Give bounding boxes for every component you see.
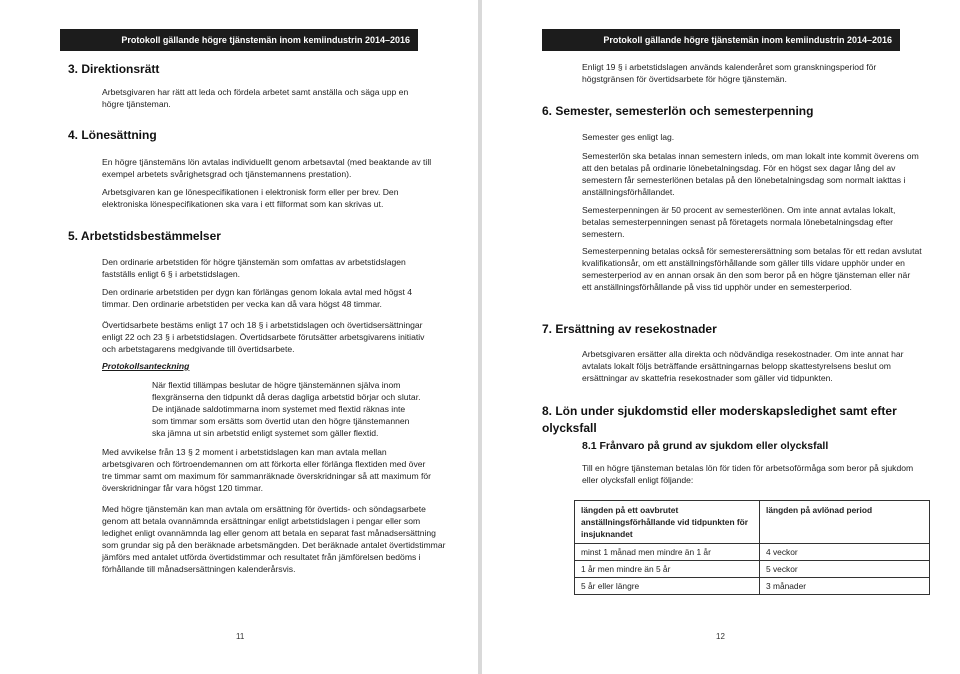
- table-row: [575, 578, 930, 595]
- section-4-paragraph-2: Arbetsgivaren kan ge lönespecifikationen i elektronisk form eller per brev. Den elektroniska lönespecifikationen ska vara i ett filformat som kan skrivas ut.: [102, 187, 399, 210]
- table-row: [575, 544, 930, 561]
- section-6-title: 6. Semester, semesterlön och semesterpenning: [542, 104, 814, 118]
- table-header-row: [575, 501, 930, 544]
- page-header-right: Protokoll gällande högre tjänstemän inom kemiindustrin 2014–2016: [542, 29, 900, 51]
- section-5-paragraph-4: Med avvikelse från 13 § 2 moment i arbetstidslagen kan man avtala mellan arbetsgivaren och förtroendemannen om att förkorta eller förlänga flextiden med över tre timmar samt om maximum för sammanräknade överskridningar så att maximum för överskridningar får vara högst 120 timmar.: [102, 447, 432, 494]
- section-6-paragraph-4: Semesterpenning betalas också för semesterersättning som betalas för ett redan avslutat kvalifikationsår, om ett anställningsförhållande som gäller tills vidare upphör under en semesterperiod av en annan orsak än den som beror på en högre tjänsteman eller när ett anställningsförhållande på viss tid upphör under en semesterperiod.: [582, 246, 922, 293]
- section-5-paragraph-2: Den ordinarie arbetstiden per dygn kan förlängas genom lokala avtal med högst 4 timmar. Den ordinarie arbetstiden per vecka kan då vara högst 48 timmar.: [102, 287, 413, 310]
- page-right: [482, 0, 960, 674]
- table-header-cell: längden på avlönad period: [760, 501, 930, 544]
- table-cell: 1 år men mindre än 5 år: [575, 561, 760, 578]
- page-left: [0, 0, 478, 674]
- section-7-paragraph: Arbetsgivaren ersätter alla direkta och nödvändiga resekostnader. Om inte annat har avtalats lokalt följs beträffande ersättningarnas belopp skattestyrelsens beslut om ersättningar av skattefria resekostnader som gäller vid tidpunkten.: [582, 349, 904, 384]
- section-6-paragraph-3: Semesterpenningen är 50 procent av semesterlönen. Om inte annat avtalas lokalt, betalas semesterpenningen senast på företagets normala lönebetalningsdag efter semestern.: [582, 205, 896, 240]
- section-8-1-paragraph: Till en högre tjänsteman betalas lön för tiden för arbetsoförmåga som beror på sjukdom eller olycksfall enligt följande:: [582, 463, 914, 486]
- section-4-title: 4. Lönesättning: [68, 128, 157, 142]
- page-number-right: 12: [716, 632, 725, 641]
- section-3-paragraph: Arbetsgivaren har rätt att leda och fördela arbetet samt anställa och säga upp en högre tjänsteman.: [102, 87, 409, 110]
- section-8-1-title: 8.1 Frånvaro på grund av sjukdom eller olycksfall: [582, 440, 829, 452]
- page-number-left: 11: [236, 632, 245, 641]
- table-cell: 5 år eller längre: [575, 578, 760, 595]
- table-cell: 3 månader: [760, 578, 930, 595]
- section-5-title: 5. Arbetstidsbestämmelser: [68, 229, 221, 243]
- overtime-period-paragraph: Enligt 19 § i arbetstidslagen används kalenderåret som granskningsperiod för högstgränsen för övertidsarbete för högre tjänstemän.: [582, 62, 877, 85]
- section-8-title: 8. Lön under sjukdomstid eller moderskapsledighet samt efter olycksfall: [542, 404, 897, 435]
- table-row: [575, 561, 930, 578]
- protocol-note-text: När flextid tillämpas beslutar de högre tjänstemännen själva inom flexgränserna den tidpunkt då deras dagliga arbetstid börjar och slutar. De intjänade saldotimmarna inom systemet med flextid räknas inte som timmar som ersätts som övertid utan den högre tjänstemannen ska jämna ut sin arbetstid enligt systemet som gäller flextid.: [152, 380, 421, 439]
- section-7-title: 7. Ersättning av resekostnader: [542, 322, 717, 336]
- table-header-cell: längden på ett oavbrutet anställningsförhållande vid tidpunkten för insjuknandet: [575, 501, 760, 544]
- sick-pay-table: [574, 500, 930, 595]
- table-cell: 4 veckor: [760, 544, 930, 561]
- section-6-paragraph-1: Semester ges enligt lag.: [582, 132, 675, 142]
- section-3-title: 3. Direktionsrätt: [68, 62, 160, 76]
- protocol-note-label: Protokollsanteckning: [102, 361, 190, 371]
- table-cell: minst 1 månad men mindre än 1 år: [575, 544, 760, 561]
- section-4-paragraph-1: En högre tjänstemäns lön avtalas individuellt genom arbetsavtal (med beaktande av till exempel arbetets svårighetsgrad och tjänstemannens prestation).: [102, 157, 432, 180]
- section-6-paragraph-2: Semesterlön ska betalas innan semestern inleds, om man lokalt inte kommit överens om att den betalas på ordinarie lönebetalningsdag. För en högst sex dagar lång del av semestern får semesterlönen betalas på den lönebetalningsdag som normalt iakttas i anställningsförhållandet.: [582, 151, 919, 198]
- section-5-paragraph-5: Med högre tjänstemän kan man avtala om ersättning för övertids- och söndagsarbete genom att betala ovannämnda ersättningar enligt arbetstidslagen i pengar eller som ledighet enligt ovannämnda lag eller genom att betala en separat fast månadsersättning som grundar sig på den beräknade arbetsmängden. Det beräknade antalet övertidstimmar jämförs med antalet utförda övertidstimmar och resultatet från jämförelsen bedöms i förhållande till månadsersättningen kalenderårsvis.: [102, 504, 446, 575]
- section-5-paragraph-1: Den ordinarie arbetstiden för högre tjänstemän som omfattas av arbetstidslagen fastställs enligt 6 § i arbetstidslagen.: [102, 257, 406, 280]
- section-5-paragraph-3: Övertidsarbete bestäms enligt 17 och 18 § i arbetstidslagen och övertidsersättningar enligt 22 och 23 § i arbetstidslagen. Övertidsarbete förutsätter arbetsgivarens initiativ och arbetstagarens medgivande till övertidsarbete.: [102, 320, 425, 355]
- page-header-left: Protokoll gällande högre tjänstemän inom kemiindustrin 2014–2016: [60, 29, 418, 51]
- table-cell: 5 veckor: [760, 561, 930, 578]
